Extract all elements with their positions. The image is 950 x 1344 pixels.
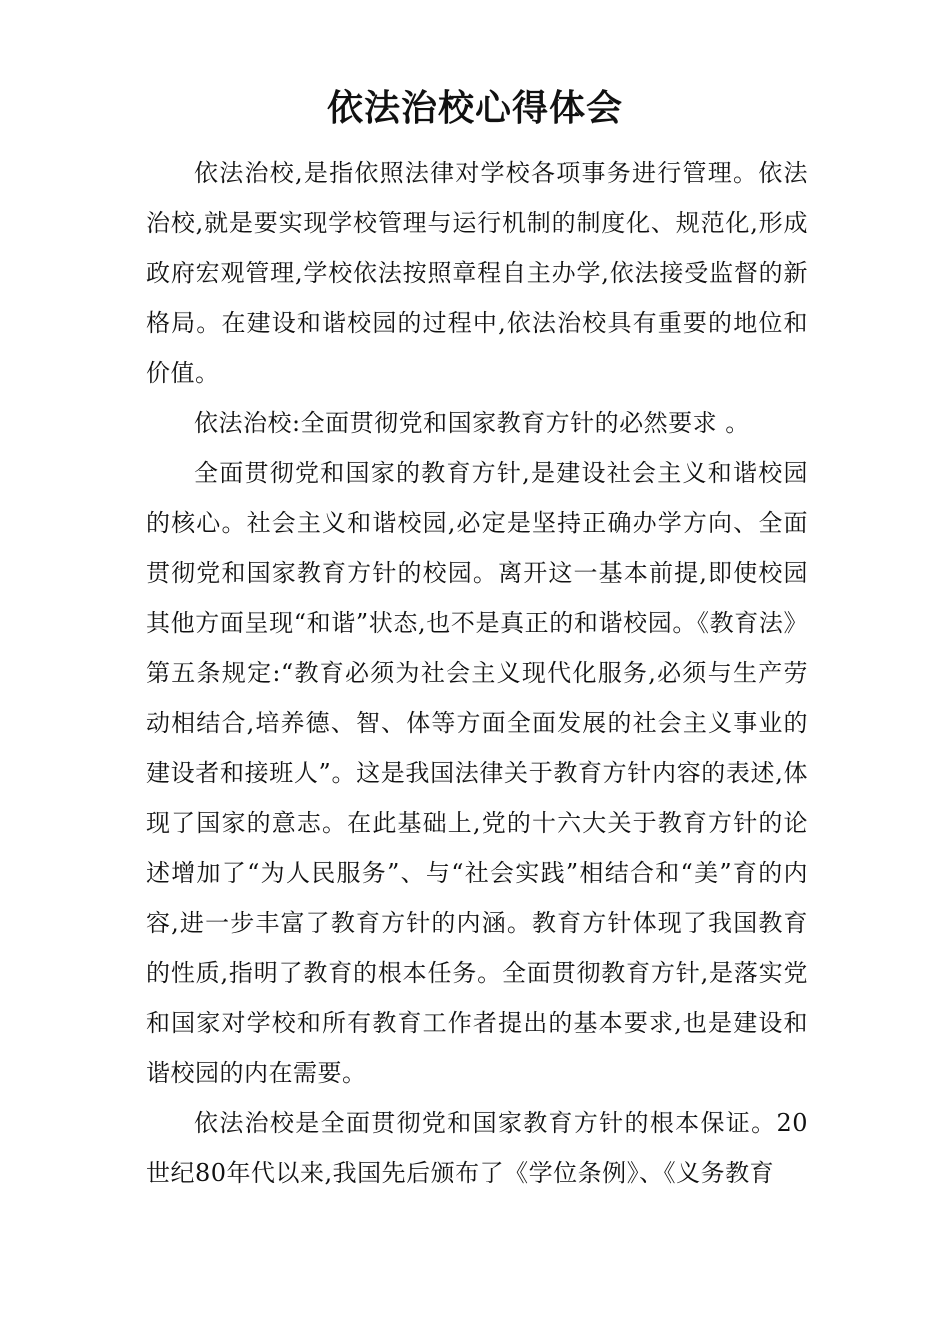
paragraph-intro: 依法治校,是指依照法律对学校各项事务进行管理。依法治校,就是要实现学校管理与运行机制的制度化、规范化,形成政府宏观管理,学校依法按照章程自主办学,依法接受监督的新格局。在建设和谐校园的过程中,依法治校具有重要的地位和价值。 (146, 159, 808, 387)
document-body (146, 148, 808, 1198)
paragraph-heading-requirement: 依法治校:全面贯彻党和国家教育方针的必然要求 。 (194, 409, 750, 437)
document-title: 依法治校心得体会 (326, 87, 623, 129)
paragraph-education-policy: 全面贯彻党和国家的教育方针,是建设社会主义和谐校园的核心。社会主义和谐校园,必定是坚持正确办学方向、全面贯彻党和国家教育方针的校园。离开这一基本前提,即使校园其他方面呈现“和谐”状态,也不是真正的和谐校园。《教育法》第五条规定:“教育必须为社会主义现代化服务,必须与生产劳动相结合,培养德、智、体等方面全面发展的社会主义事业的建设者和接班人”。这是我国法律关于教育方针内容的表述,体现了国家的意志。在此基础上,党的十六大关于教育方针的论述增加了“为人民服务”、与“社会实践”相结合和“美”育的内容,进一步丰富了教育方针的内涵。教育方针体现了我国教育的性质,指明了教育的根本任务。全面贯彻教育方针,是落实党和国家对学校和所有教育工作者提出的基本要求,也是建设和谐校园的内在需要。 (146, 459, 808, 1087)
paragraph-guarantee: 依法治校是全面贯彻党和国家教育方针的根本保证。20世纪80年代以来,我国先后颁布了《学位条例》、《义务教育 (146, 1109, 808, 1187)
